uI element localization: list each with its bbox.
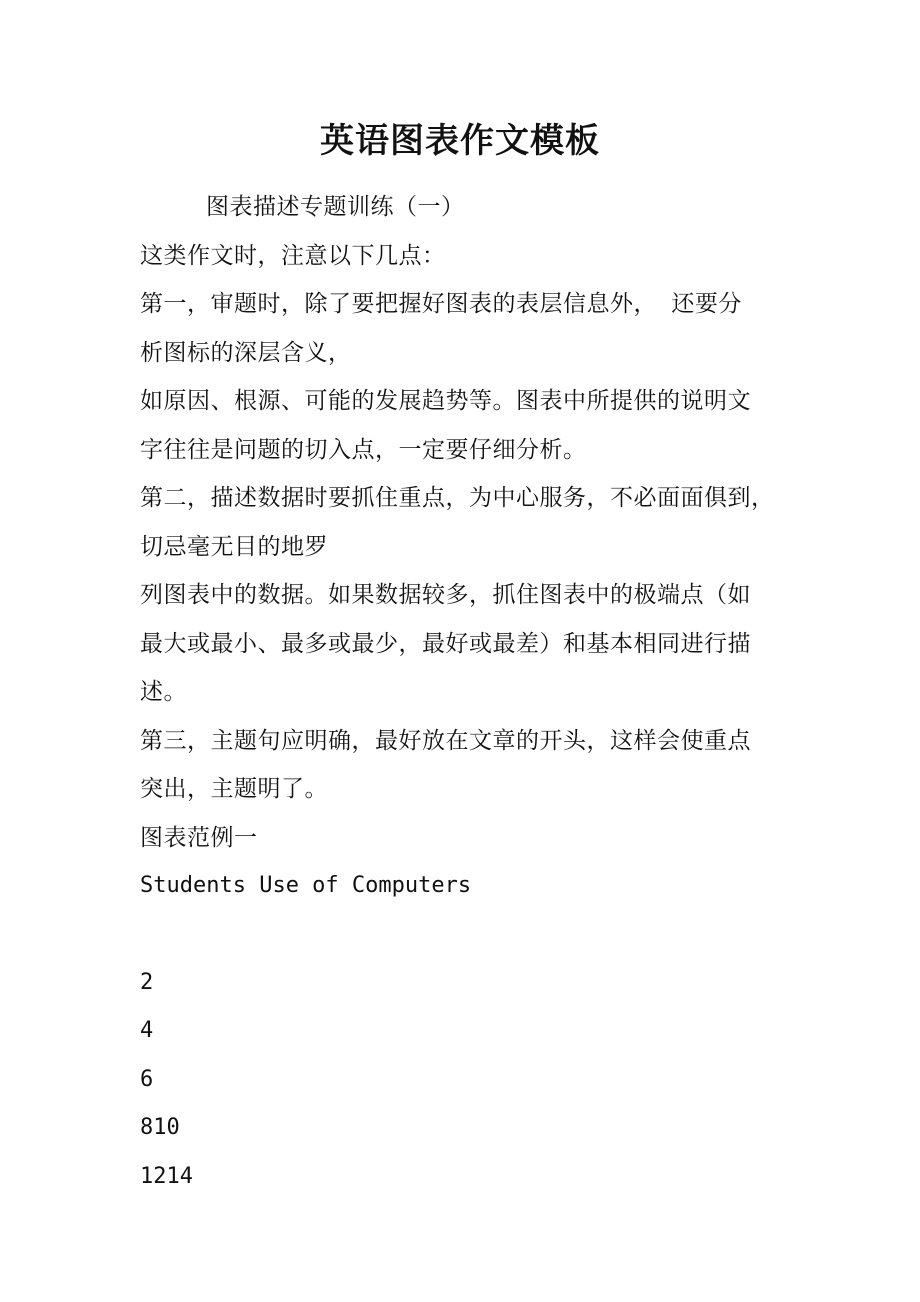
paragraph-line: 述。: [140, 679, 187, 705]
axis-number: 6: [140, 1066, 154, 1092]
paragraph-line: 最大或最小、最多或最少，最好或最差）和基本相同进行描: [140, 630, 751, 657]
paragraph-line: 析图标的深层含义，: [140, 339, 352, 366]
paragraph-line: 第三，主题句应明确，最好放在文章的开头，这样会使重点: [140, 727, 751, 754]
paragraph-line: 列图表中的数据。如果数据较多，抓住图表中的极端点（如: [140, 582, 751, 608]
paragraph-line: 字往往是问题的切入点，一定要仔细分析。: [140, 436, 587, 463]
paragraph-line: 这类作文时，注意以下几点：: [140, 242, 446, 269]
blank-line: [140, 911, 785, 959]
paragraph-line: 第二，描述数据时要抓住重点，为中心服务，不必面面俱到，: [140, 485, 775, 511]
axis-number: 2: [140, 969, 154, 995]
document-title: 英语图表作文模板: [320, 121, 600, 161]
chart-title-text: Students Use of Computers: [140, 873, 472, 898]
axis-number: 1214: [140, 1163, 193, 1189]
paragraph-line: 如原因、根源、可能的发展趋势等。图表中所提供的说明文: [140, 388, 751, 414]
paragraph-line: 第一，审题时，除了要把握好图表的表层信息外， 还要分: [140, 291, 742, 317]
axis-number: 4: [140, 1018, 154, 1043]
example-heading: 图表范例一: [140, 824, 258, 851]
paragraph-line: 切忌毫无目的地罗: [140, 533, 328, 560]
axis-number: 810: [140, 1115, 180, 1140]
section-heading: 图表描述专题训练（一）: [206, 194, 465, 220]
document-body: [140, 183, 785, 1201]
paragraph-line: 突出，主题明了。: [140, 776, 328, 802]
